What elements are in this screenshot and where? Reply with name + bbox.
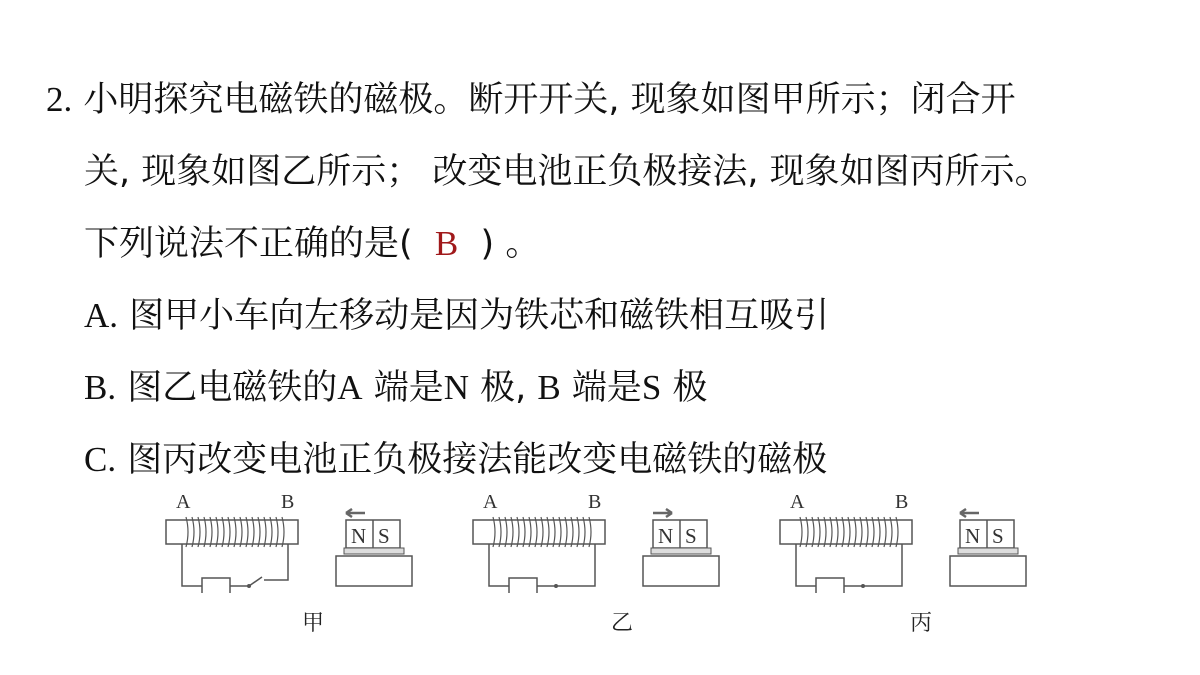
question-prompt: 下列说法不正确的是( bbox=[84, 224, 413, 264]
option-a-letter: A. bbox=[84, 296, 119, 335]
magnet-pole-s: S bbox=[378, 524, 390, 548]
question-line-3 bbox=[84, 222, 540, 266]
battery bbox=[816, 578, 844, 593]
cart-block bbox=[643, 556, 719, 586]
switch bbox=[554, 584, 558, 588]
figure-label-yi: 乙 bbox=[611, 611, 634, 636]
option-b-pole-n: N bbox=[443, 368, 469, 407]
option-a bbox=[84, 294, 829, 338]
cart-base bbox=[651, 548, 711, 554]
option-b-end-a: A bbox=[337, 368, 363, 407]
switch bbox=[861, 584, 865, 588]
figure-jia-diagram bbox=[160, 488, 420, 593]
cart-base bbox=[344, 548, 404, 554]
arrow-icon bbox=[346, 509, 365, 517]
option-b-text-3: 极, bbox=[480, 368, 527, 408]
figure-yi-diagram bbox=[467, 488, 727, 593]
option-b-text-1: 图乙电磁铁的 bbox=[127, 368, 338, 408]
cart-block bbox=[950, 556, 1026, 586]
magnet-pole-s: S bbox=[992, 524, 1004, 548]
option-b-text-2: 端是 bbox=[373, 368, 444, 408]
battery bbox=[509, 578, 537, 593]
question-prompt-end: ) 。 bbox=[480, 224, 541, 264]
circuit-wire bbox=[182, 544, 288, 586]
arrow-icon bbox=[960, 509, 979, 517]
answer-letter: B bbox=[434, 224, 459, 263]
figure-label-bing: 丙 bbox=[910, 611, 933, 636]
end-b-label: B bbox=[588, 491, 602, 513]
cart-block bbox=[336, 556, 412, 586]
circuit-wire bbox=[489, 544, 595, 586]
option-b-pole-s: S bbox=[641, 368, 662, 407]
question-line-2: 关, 现象如图乙所示； 改变电池正负极接法, 现象如图丙所示。 bbox=[84, 152, 1050, 192]
option-b bbox=[84, 366, 708, 410]
question-number: 2. bbox=[46, 80, 73, 119]
option-c-text: 图丙改变电池正负极接法能改变电磁铁的磁极 bbox=[127, 440, 828, 480]
option-a-text: 图甲小车向左移动是因为铁芯和磁铁相互吸引 bbox=[129, 296, 830, 336]
magnet-pole-n: N bbox=[658, 524, 674, 548]
magnet-pole-n: N bbox=[965, 524, 981, 548]
figure-bing-diagram bbox=[774, 488, 1034, 593]
end-a-label: A bbox=[483, 491, 498, 513]
question-text-1: 小明探究电磁铁的磁极。断开开关, 现象如图甲所示；闭合开 bbox=[83, 80, 1016, 120]
cart-base bbox=[958, 548, 1018, 554]
question-line-1 bbox=[46, 78, 1016, 122]
battery bbox=[202, 578, 230, 593]
magnet-pole-n: N bbox=[351, 524, 367, 548]
end-b-label: B bbox=[281, 491, 295, 513]
option-c-letter: C. bbox=[84, 440, 117, 479]
switch bbox=[247, 577, 262, 588]
arrow-icon bbox=[653, 509, 672, 517]
option-b-text-4: 端是 bbox=[571, 368, 642, 408]
option-b-letter: B. bbox=[84, 368, 117, 407]
end-b-label: B bbox=[895, 491, 909, 513]
circuit-wire bbox=[796, 544, 902, 586]
end-a-label: A bbox=[790, 491, 805, 513]
end-a-label: A bbox=[176, 491, 191, 513]
magnet-pole-s: S bbox=[685, 524, 697, 548]
figure-label-jia: 甲 bbox=[302, 611, 325, 636]
option-b-end-b: B bbox=[537, 368, 561, 407]
option-c bbox=[84, 438, 827, 482]
option-b-text-5: 极 bbox=[672, 368, 708, 408]
